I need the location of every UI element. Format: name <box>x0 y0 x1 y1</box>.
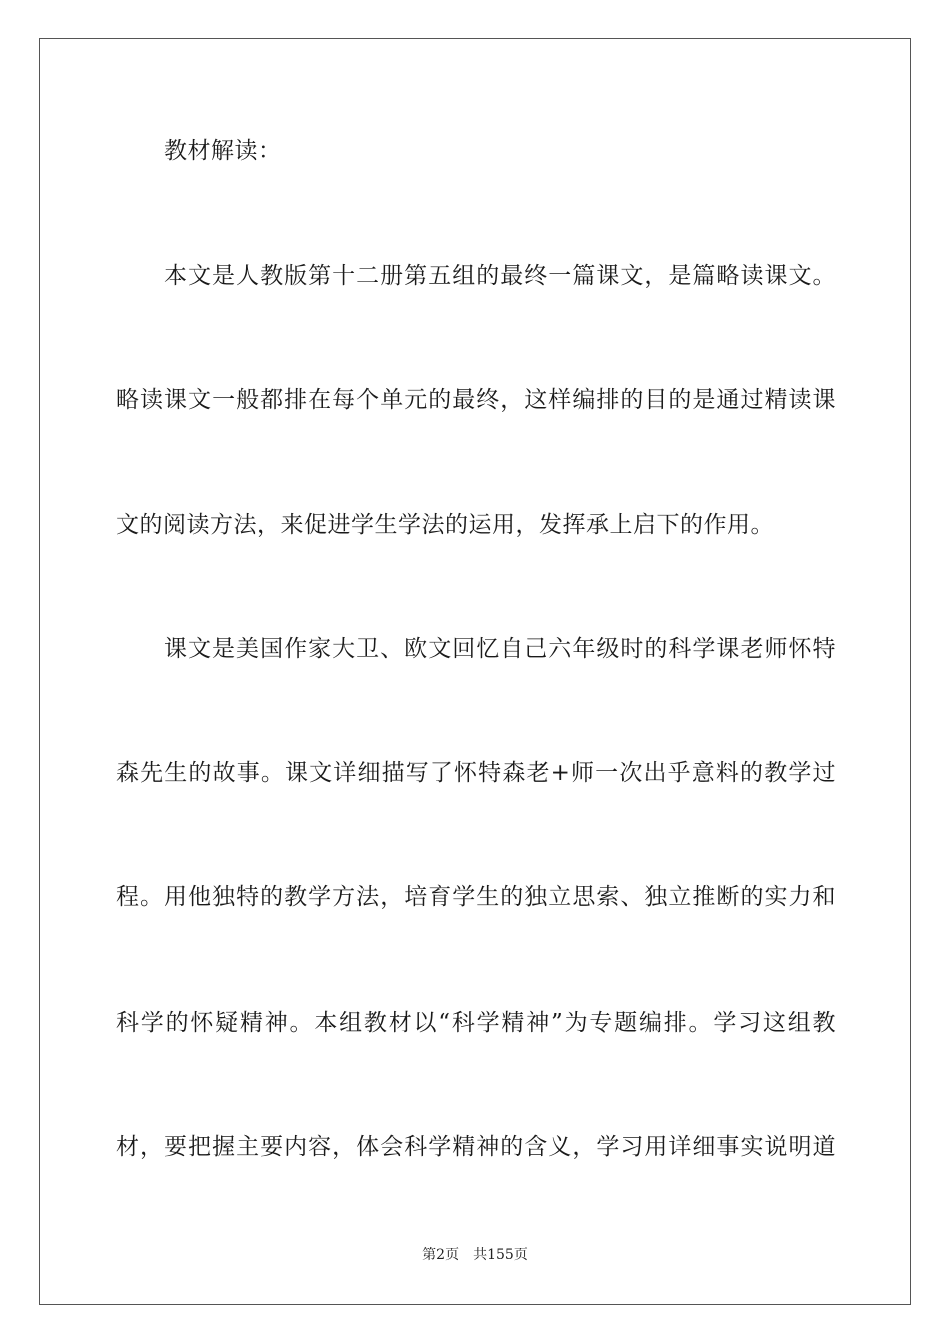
section-heading: 教材解读： <box>164 138 282 164</box>
page-border <box>39 38 911 1305</box>
page-total: 共155页 <box>473 1247 528 1263</box>
paragraph-line: 略读课文一般都排在每个单元的最终，这样编排的目的是通过精读课 <box>116 387 836 413</box>
paragraph-line: 程。用他独特的教学方法，培育学生的独立思索、独立推断的实力和 <box>116 884 836 910</box>
paragraph-line: 森先生的故事。课文详细描写了怀特森老+师一次出乎意料的教学过 <box>116 760 836 786</box>
paragraph-line: 科学的怀疑精神。本组教材以“科学精神”为专题编排。学习这组教 <box>116 1010 836 1036</box>
paragraph-line: 本文是人教版第十二册第五组的最终一篇课文，是篇略读课文。 <box>164 263 836 289</box>
paragraph-line: 文的阅读方法，来促进学生学法的运用，发挥承上启下的作用。 <box>116 512 774 538</box>
paragraph-line: 材，要把握主要内容，体会科学精神的含义，学习用详细事实说明道 <box>116 1134 836 1160</box>
paragraph-line: 课文是美国作家大卫、欧文回忆自己六年级时的科学课老师怀特 <box>164 636 836 662</box>
page-footer <box>0 1246 950 1264</box>
page-number: 第2页 <box>422 1247 460 1263</box>
